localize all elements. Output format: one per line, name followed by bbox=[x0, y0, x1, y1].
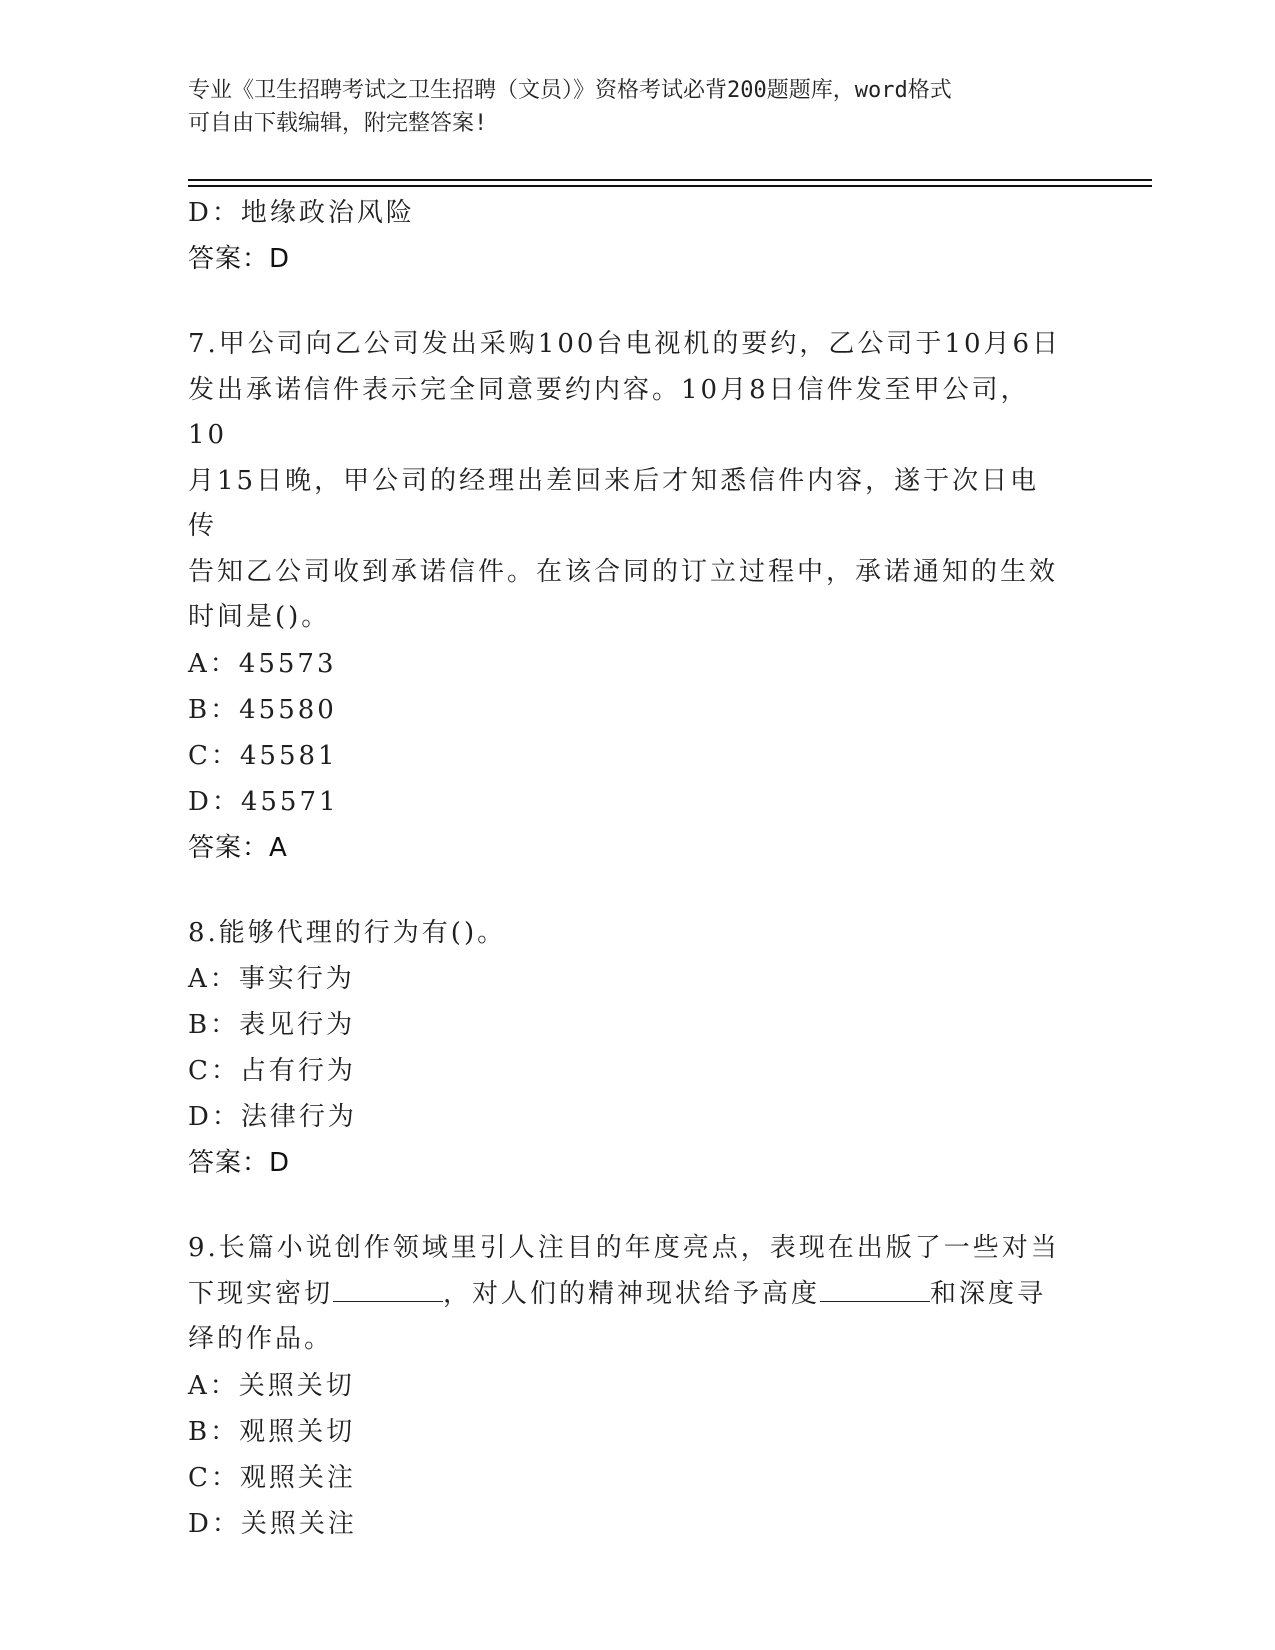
prev-answer: 答案：D bbox=[188, 244, 291, 274]
q9-line-2 bbox=[188, 1272, 1068, 1318]
question-content bbox=[188, 190, 1068, 1547]
header-line-1: 专业《卫生招聘考试之卫生招聘（文员）》资格考试必背200题题库，word格式 bbox=[188, 78, 952, 103]
fill-blank-2 bbox=[820, 1275, 930, 1302]
spacer bbox=[188, 871, 1068, 911]
q9-option-b: B：观照关切 bbox=[188, 1416, 356, 1447]
q7-option-b: B：45580 bbox=[188, 694, 337, 725]
q7-line-5: 时间是()。 bbox=[188, 602, 331, 632]
q8-answer: 答案：D bbox=[188, 1148, 291, 1178]
q7-answer: 答案：A bbox=[188, 832, 288, 863]
q7-option-a: A：45573 bbox=[188, 648, 337, 679]
q9-option-c: C：观照关注 bbox=[188, 1462, 356, 1493]
spacer bbox=[188, 282, 1068, 322]
question-7 bbox=[188, 322, 1068, 871]
q8-option-b: B：表见行为 bbox=[188, 1010, 356, 1040]
q9-line-1: 9.长篇小说创作领域里引人注目的年度亮点，表现在出版了一些对当 bbox=[188, 1233, 1060, 1263]
q7-line-1: 7.甲公司向乙公司发出采购100台电视机的要约，乙公司于10月6日 bbox=[188, 329, 1062, 359]
q9-option-a: A：关照关切 bbox=[188, 1370, 355, 1401]
prev-option-d: D：地缘政治风险 bbox=[188, 198, 415, 228]
q7-line-2: 发出承诺信件表示完全同意要约内容。10月8日信件发至甲公司，10 bbox=[188, 374, 1030, 450]
q9-line-2-part-c: 和深度寻 bbox=[930, 1278, 1047, 1309]
fill-blank-1 bbox=[333, 1275, 443, 1302]
spacer bbox=[188, 1186, 1068, 1226]
q7-option-d: D：45571 bbox=[188, 786, 339, 817]
q9-line-2-part-a: 下现实密切 bbox=[188, 1278, 334, 1309]
q9-line-3: 绎的作品。 bbox=[188, 1324, 334, 1354]
q9-line-2-part-b: ，对人们的精神现状给予高度 bbox=[443, 1278, 821, 1309]
document-header bbox=[188, 74, 1068, 140]
header-divider-bottom bbox=[188, 185, 1152, 187]
q7-option-c: C：45581 bbox=[188, 740, 338, 771]
q7-line-3: 月15日晚，甲公司的经理出差回来后才知悉信件内容，遂于次日电传 bbox=[188, 465, 1040, 541]
header-line-2: 可自由下载编辑，附完整答案! bbox=[188, 111, 488, 136]
q7-line-4: 告知乙公司收到承诺信件。在该合同的订立过程中，承诺通知的生效 bbox=[188, 556, 1059, 587]
question-8 bbox=[188, 911, 1068, 1187]
q8-question: 8.能够代理的行为有()。 bbox=[188, 917, 507, 948]
q8-option-a: A：事实行为 bbox=[188, 964, 355, 994]
question-9 bbox=[188, 1226, 1068, 1547]
q8-option-c: C：占有行为 bbox=[188, 1056, 356, 1086]
q8-option-d: D：法律行为 bbox=[188, 1102, 357, 1132]
header-divider-top bbox=[188, 179, 1152, 181]
q9-option-d: D：关照关注 bbox=[188, 1508, 357, 1539]
